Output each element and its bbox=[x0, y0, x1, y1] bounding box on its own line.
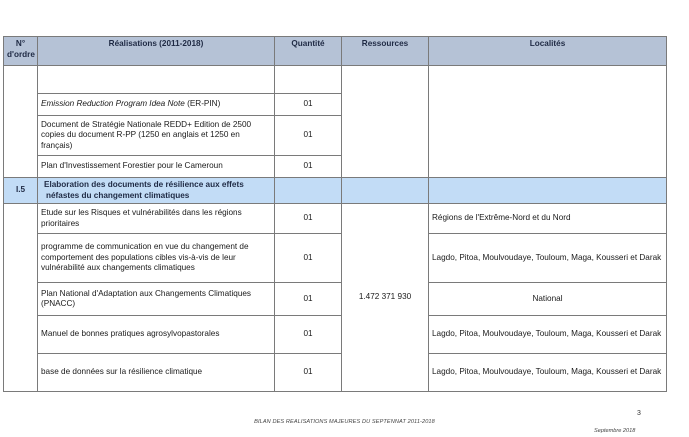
table-row bbox=[4, 316, 667, 354]
quantite-cell: 01 bbox=[275, 204, 342, 234]
localite-cell: Lagdo, Pitoa, Moulvoudaye, Touloum, Maga, Kousseri et Darak bbox=[429, 354, 667, 392]
realisation-cell: base de données sur la résilience climatique bbox=[38, 354, 275, 392]
localite-cell: Régions de l'Extrême-Nord et du Nord bbox=[429, 204, 667, 234]
localite-cell: Lagdo, Pitoa, Moulvoudaye, Touloum, Maga, Kousseri et Darak bbox=[429, 316, 667, 354]
quantite-cell: 01 bbox=[275, 94, 342, 116]
realisation-suffix-text: (ER-PIN) bbox=[184, 99, 221, 109]
quantite-cell: 01 bbox=[275, 354, 342, 392]
header-realisations: Réalisations (2011-2018) bbox=[38, 37, 275, 66]
section-empty-cell bbox=[429, 178, 667, 204]
realisation-cell bbox=[38, 94, 275, 116]
header-quantite: Quantité bbox=[275, 37, 342, 66]
realisation-cell: Document de Stratégie Nationale REDD+ Edition de 2500 copies du document R-PP (1250 en anglais et 1250 en français) bbox=[38, 116, 275, 156]
table-row bbox=[4, 204, 667, 234]
ressources-amount: 1.472 371 930 bbox=[342, 204, 429, 392]
header-ressources: Ressources bbox=[342, 37, 429, 66]
realisation-cell: Manuel de bonnes pratiques agrosylvopastorales bbox=[38, 316, 275, 354]
table-row bbox=[4, 234, 667, 283]
footer-date: Septembre 2018 bbox=[594, 428, 636, 434]
localites-cell-empty bbox=[429, 66, 667, 178]
table-row bbox=[4, 354, 667, 392]
empty-realisation-cell bbox=[38, 66, 275, 94]
section-row bbox=[4, 178, 667, 204]
table-row bbox=[4, 283, 667, 316]
header-no: N° d'ordre bbox=[4, 37, 38, 66]
header-row bbox=[4, 37, 667, 66]
realisations-table bbox=[3, 36, 667, 392]
realisation-cell: programme de communication en vue du changement de comportement des populations cibles vis-à-vis de leur vulnérabilité aux changements climatiques bbox=[38, 234, 275, 283]
section-empty-cell bbox=[275, 178, 342, 204]
quantite-cell: 01 bbox=[275, 316, 342, 354]
no-cell-empty bbox=[4, 204, 38, 392]
section-number: I.5 bbox=[4, 178, 38, 204]
no-cell-empty bbox=[4, 66, 38, 178]
table-row bbox=[4, 66, 667, 94]
realisation-italic-text: Emission Reduction Program Idea Note bbox=[41, 99, 185, 109]
ressources-cell-empty bbox=[342, 66, 429, 178]
page-number: 3 bbox=[637, 410, 641, 417]
section-title: Elaboration des documents de résilience aux effets néfastes du changement climatiques bbox=[38, 178, 275, 204]
footer-title: BILAN DES REALISATIONS MAJEURES DU SEPTENNAT 2011-2018 bbox=[254, 419, 435, 425]
localite-cell: Lagdo, Pitoa, Moulvoudaye, Touloum, Maga, Kousseri et Darak bbox=[429, 234, 667, 283]
localite-cell: National bbox=[429, 283, 667, 316]
header-localites: Localités bbox=[429, 37, 667, 66]
realisation-cell: Plan National d'Adaptation aux Changements Climatiques (PNACC) bbox=[38, 283, 275, 316]
realisation-cell: Plan d'Investissement Forestier pour le Cameroun bbox=[38, 156, 275, 178]
realisation-cell: Etude sur les Risques et vulnérabilités dans les régions prioritaires bbox=[38, 204, 275, 234]
empty-quantite-cell bbox=[275, 66, 342, 94]
quantite-cell: 01 bbox=[275, 283, 342, 316]
section-empty-cell bbox=[342, 178, 429, 204]
quantite-cell: 01 bbox=[275, 234, 342, 283]
quantite-cell: 01 bbox=[275, 116, 342, 156]
quantite-cell: 01 bbox=[275, 156, 342, 178]
